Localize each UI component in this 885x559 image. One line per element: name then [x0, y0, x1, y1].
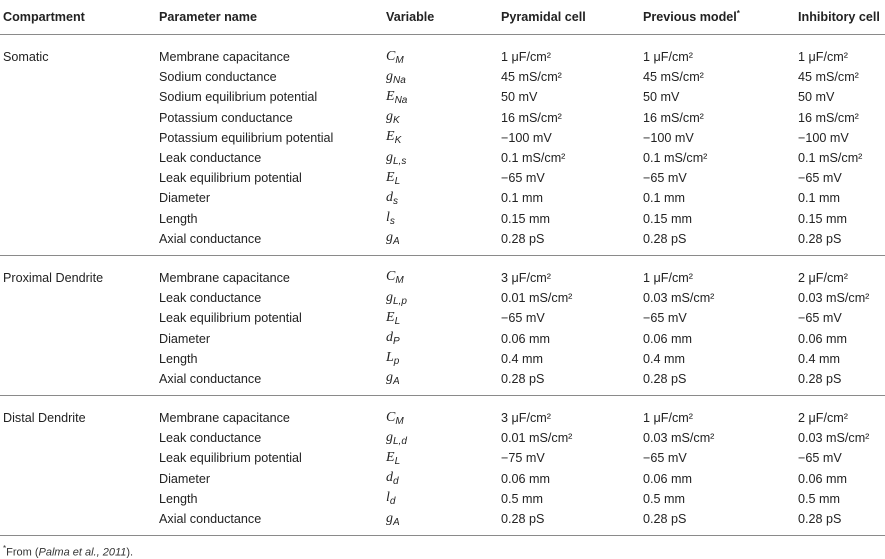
inhibitory-value: −65 mV	[798, 311, 842, 326]
inhibitory-value: 0.4 mm	[798, 351, 840, 366]
parameter-cell: Leak equilibrium potential	[159, 311, 302, 326]
table-row	[0, 209, 885, 229]
variable-cell	[386, 349, 501, 369]
header-previous	[643, 0, 798, 35]
compartment-cell	[0, 428, 159, 448]
previous-value: 0.28 pS	[643, 369, 798, 396]
inhibitory-value: 0.28 pS	[798, 229, 885, 256]
table-row	[0, 35, 885, 68]
variable-symbol: g	[386, 230, 393, 246]
pyramidal-value: 0.5 mm	[501, 491, 543, 506]
parameter-cell: Sodium conductance	[159, 70, 277, 85]
table-row	[0, 108, 885, 128]
variable-subscript: L	[394, 315, 401, 327]
pyramidal-value: 1 μF/cm²	[501, 50, 551, 65]
variable-subscript: M	[395, 415, 404, 427]
variable-symbol: g	[386, 68, 393, 84]
compartment-cell	[0, 188, 159, 208]
compartment-cell	[0, 209, 159, 229]
pyramidal-value: 16 mS/cm²	[501, 110, 562, 125]
inhibitory-value: −65 mV	[798, 451, 842, 466]
variable-cell	[386, 396, 501, 429]
pyramidal-value: 0.06 mm	[501, 331, 550, 346]
compartment-cell	[0, 148, 159, 168]
previous-value: 0.06 mm	[643, 331, 692, 346]
table-row	[0, 489, 885, 509]
variable-cell	[386, 509, 501, 536]
parameter-cell: Diameter	[159, 471, 211, 486]
compartment-cell	[0, 168, 159, 188]
previous-value: 0.4 mm	[643, 351, 685, 366]
variable-cell	[386, 87, 501, 107]
variable-cell	[386, 229, 501, 256]
table-row	[0, 288, 885, 308]
parameter-cell: Membrane capacitance	[159, 270, 290, 285]
header-inhibitory: Inhibitory cell	[798, 0, 885, 35]
variable-subscript: M	[395, 275, 404, 287]
previous-value: 16 mS/cm²	[643, 110, 704, 125]
variable-subscript: Na	[394, 94, 408, 106]
variable-symbol: g	[386, 149, 393, 165]
compartment-cell	[0, 288, 159, 308]
compartment-cell	[0, 108, 159, 128]
inhibitory-value: 45 mS/cm²	[798, 70, 859, 85]
variable-symbol: g	[386, 289, 393, 305]
footnote-prefix: From (	[6, 546, 39, 559]
previous-value: 1 μF/cm²	[643, 411, 693, 426]
parameter-cell: Leak equilibrium potential	[159, 171, 302, 186]
variable-subscript: A	[393, 376, 400, 388]
inhibitory-value: 0.03 mS/cm²	[798, 291, 870, 306]
pyramidal-value: 0.28 pS	[501, 229, 643, 256]
variable-subscript: P	[393, 336, 400, 348]
header-previous-label: Previous model	[643, 10, 737, 25]
variable-symbol: C	[386, 269, 396, 285]
variable-cell	[386, 108, 501, 128]
table-row	[0, 396, 885, 429]
variable-cell	[386, 369, 501, 396]
variable-cell	[386, 469, 501, 489]
previous-value: −65 mV	[643, 451, 687, 466]
compartment-cell: Proximal Dendrite	[3, 270, 104, 285]
variable-subscript: A	[393, 236, 400, 248]
header-variable: Variable	[386, 0, 501, 35]
variable-cell	[386, 308, 501, 328]
variable-subscript: s	[393, 195, 398, 207]
footnote	[0, 536, 885, 559]
table-row	[0, 168, 885, 188]
previous-value: 0.15 mm	[643, 211, 692, 226]
compartment-cell	[0, 448, 159, 468]
variable-cell	[386, 128, 501, 148]
variable-cell	[386, 448, 501, 468]
parameter-cell: Axial conductance	[159, 509, 386, 536]
inhibitory-value: 2 μF/cm²	[798, 411, 848, 426]
inhibitory-value: 0.03 mS/cm²	[798, 431, 870, 446]
variable-symbol: g	[386, 370, 393, 386]
previous-value: 0.28 pS	[643, 229, 798, 256]
table-row	[0, 188, 885, 208]
header-previous-mark: *	[736, 9, 740, 19]
table-row	[0, 469, 885, 489]
previous-value: 0.06 mm	[643, 471, 692, 486]
pyramidal-value: 0.15 mm	[501, 211, 550, 226]
variable-cell	[386, 35, 501, 68]
variable-cell	[386, 428, 501, 448]
pyramidal-value: −75 mV	[501, 451, 545, 466]
variable-symbol: E	[386, 309, 395, 325]
variable-subscript: d	[389, 496, 396, 508]
pyramidal-value: −65 mV	[501, 311, 545, 326]
previous-value: 0.28 pS	[643, 509, 798, 536]
variable-subscript: L,d	[393, 435, 407, 447]
pyramidal-value: 0.28 pS	[501, 509, 643, 536]
parameter-cell: Leak equilibrium potential	[159, 451, 302, 466]
variable-cell	[386, 67, 501, 87]
previous-value: 0.5 mm	[643, 491, 685, 506]
compartment-cell	[0, 469, 159, 489]
parameter-cell: Diameter	[159, 191, 211, 206]
table-row	[0, 328, 885, 348]
inhibitory-value: −65 mV	[798, 171, 842, 186]
table-row	[0, 369, 885, 396]
previous-value: 0.03 mS/cm²	[643, 431, 715, 446]
parameter-cell: Membrane capacitance	[159, 50, 290, 65]
variable-subscript: A	[393, 516, 400, 528]
table-row	[0, 349, 885, 369]
header-compartment: Compartment	[0, 0, 159, 35]
variable-symbol: d	[386, 470, 393, 486]
pyramidal-value: 45 mS/cm²	[501, 70, 562, 85]
table-row	[0, 67, 885, 87]
inhibitory-value: 0.15 mm	[798, 211, 847, 226]
previous-value: 50 mV	[643, 90, 680, 105]
previous-value: −65 mV	[643, 171, 687, 186]
variable-symbol: E	[386, 129, 395, 145]
compartment-cell	[0, 87, 159, 107]
inhibitory-value: 0.28 pS	[798, 509, 885, 536]
footnote-suffix: ).	[126, 546, 134, 559]
footnote-mark: *	[3, 544, 7, 554]
header-parameter: Parameter name	[159, 0, 386, 35]
inhibitory-value: 0.5 mm	[798, 491, 840, 506]
inhibitory-value: 50 mV	[798, 90, 835, 105]
previous-value: 0.03 mS/cm²	[643, 291, 715, 306]
previous-value: 45 mS/cm²	[643, 70, 704, 85]
previous-value: 1 μF/cm²	[643, 50, 693, 65]
variable-symbol: l	[386, 490, 390, 506]
inhibitory-value: 1 μF/cm²	[798, 50, 848, 65]
variable-symbol: g	[386, 109, 393, 125]
parameter-cell: Axial conductance	[159, 229, 386, 256]
variable-subscript: L,s	[393, 155, 407, 167]
parameter-cell: Leak conductance	[159, 151, 262, 166]
previous-value: −100 mV	[643, 130, 694, 145]
header-row	[0, 0, 885, 35]
pyramidal-value: 0.01 mS/cm²	[501, 431, 573, 446]
variable-subscript: s	[389, 216, 395, 228]
variable-subscript: L	[394, 175, 401, 187]
parameter-cell: Length	[159, 491, 198, 506]
parameter-cell: Sodium equilibrium potential	[159, 90, 318, 105]
pyramidal-value: 0.01 mS/cm²	[501, 291, 573, 306]
variable-subscript: M	[395, 54, 404, 66]
compartment-cell	[0, 328, 159, 348]
variable-subscript: L	[394, 455, 401, 467]
variable-cell	[386, 148, 501, 168]
parameter-cell: Potassium equilibrium potential	[159, 130, 334, 145]
compartment-cell	[0, 349, 159, 369]
variable-subscript: K	[393, 115, 400, 127]
variable-subscript: Na	[393, 74, 406, 86]
table-row	[0, 509, 885, 536]
variable-subscript: p	[393, 356, 400, 368]
inhibitory-value: 0.06 mm	[798, 471, 847, 486]
variable-symbol: E	[386, 449, 395, 465]
variable-subscript: L,p	[393, 295, 407, 307]
pyramidal-value: 0.1 mS/cm²	[501, 151, 566, 166]
pyramidal-value: −100 mV	[501, 130, 552, 145]
variable-symbol: E	[386, 169, 395, 185]
table-body	[0, 35, 885, 536]
table-row	[0, 128, 885, 148]
inhibitory-value: 2 μF/cm²	[798, 270, 848, 285]
variable-symbol: L	[386, 350, 394, 366]
table-row	[0, 255, 885, 288]
pyramidal-value: 50 mV	[501, 90, 538, 105]
parameter-cell: Length	[159, 351, 198, 366]
pyramidal-value: 0.1 mm	[501, 191, 543, 206]
compartment-cell	[0, 308, 159, 328]
variable-symbol: E	[386, 88, 395, 104]
table-row	[0, 229, 885, 256]
inhibitory-value: 0.1 mS/cm²	[798, 151, 863, 166]
inhibitory-value: −100 mV	[798, 130, 849, 145]
header-pyramidal: Pyramidal cell	[501, 0, 643, 35]
parameter-cell: Length	[159, 211, 198, 226]
variable-subscript: d	[393, 476, 399, 488]
variable-cell	[386, 328, 501, 348]
variable-symbol: C	[386, 48, 396, 64]
compartment-cell	[0, 229, 159, 256]
previous-value: 0.1 mm	[643, 191, 685, 206]
variable-symbol: l	[386, 210, 390, 226]
variable-symbol: d	[386, 330, 393, 346]
pyramidal-value: 3 μF/cm²	[501, 270, 551, 285]
variable-symbol: g	[386, 429, 393, 445]
variable-symbol: g	[386, 510, 393, 526]
compartment-cell	[0, 67, 159, 87]
table-row	[0, 148, 885, 168]
parameter-cell: Leak conductance	[159, 431, 262, 446]
variable-cell	[386, 168, 501, 188]
table-row	[0, 428, 885, 448]
table-row	[0, 448, 885, 468]
parameter-cell: Potassium conductance	[159, 110, 293, 125]
variable-subscript: K	[394, 135, 402, 147]
inhibitory-value: 0.28 pS	[798, 369, 885, 396]
table-row	[0, 308, 885, 328]
variable-cell	[386, 255, 501, 288]
compartment-cell	[0, 489, 159, 509]
compartment-cell	[0, 509, 159, 536]
table-row	[0, 87, 885, 107]
compartment-cell: Somatic	[3, 50, 49, 65]
variable-cell	[386, 288, 501, 308]
footnote-citation: Palma et al., 2011	[38, 546, 127, 559]
variable-symbol: d	[386, 189, 393, 205]
parameter-cell: Leak conductance	[159, 291, 262, 306]
inhibitory-value: 0.1 mm	[798, 191, 840, 206]
previous-value: 0.1 mS/cm²	[643, 151, 708, 166]
variable-cell	[386, 209, 501, 229]
pyramidal-value: 0.28 pS	[501, 369, 643, 396]
variable-cell	[386, 188, 501, 208]
variable-cell	[386, 489, 501, 509]
compartment-cell: Distal Dendrite	[3, 411, 86, 426]
compartment-cell	[0, 128, 159, 148]
parameter-cell: Axial conductance	[159, 369, 386, 396]
previous-value: −65 mV	[643, 311, 687, 326]
parameter-cell: Membrane capacitance	[159, 411, 290, 426]
pyramidal-value: 0.06 mm	[501, 471, 550, 486]
inhibitory-value: 0.06 mm	[798, 331, 847, 346]
parameter-cell: Diameter	[159, 331, 211, 346]
pyramidal-value: 0.4 mm	[501, 351, 543, 366]
compartment-cell	[0, 369, 159, 396]
variable-symbol: C	[386, 409, 396, 425]
inhibitory-value: 16 mS/cm²	[798, 110, 859, 125]
previous-value: 1 μF/cm²	[643, 270, 693, 285]
pyramidal-value: 3 μF/cm²	[501, 411, 551, 426]
pyramidal-value: −65 mV	[501, 171, 545, 186]
